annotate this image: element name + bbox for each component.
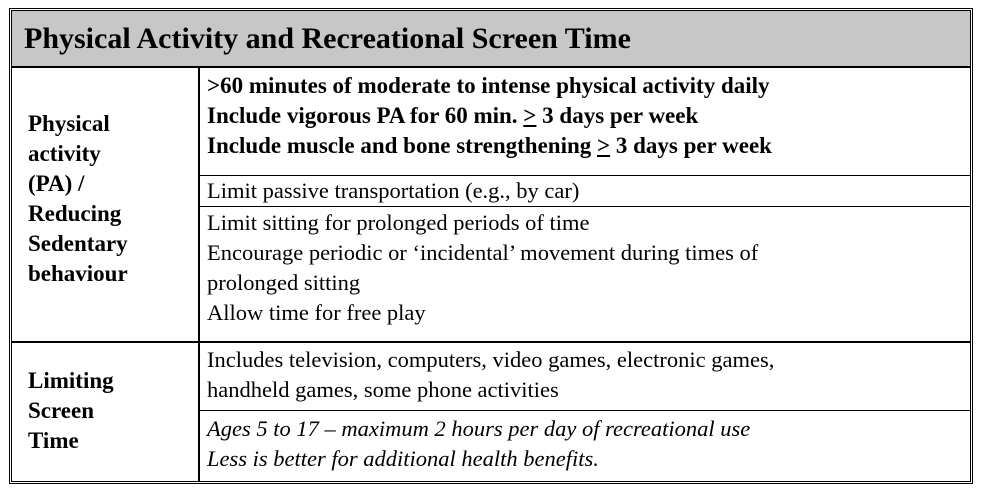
table-row-sitting (207, 208, 964, 328)
cell-line: Includes television, computers, video games, electronic games, (207, 347, 775, 372)
row-divider (198, 206, 970, 207)
cell-line: handheld games, some phone activities (207, 377, 559, 402)
cell-line: Encourage periodic or ‘incidental’ movement during times of (207, 240, 759, 265)
section-label-line: behaviour (28, 261, 128, 286)
row-divider (198, 410, 970, 411)
section-label-line: (PA) / (28, 171, 85, 196)
cell-line: Less is better for additional health benefits. (207, 446, 599, 471)
section-label-line: Limiting (28, 368, 114, 393)
column-divider (198, 68, 200, 481)
cell-line: >60 minutes of moderate to intense physical activity daily (207, 73, 770, 98)
table-row-passive-transport (207, 176, 964, 206)
section-label-line: Time (28, 428, 79, 453)
cell-line: Include muscle and bone strengthening > 3 days per week (207, 133, 772, 158)
table-row-screen-includes (207, 345, 964, 405)
cell-line: prolonged sitting (207, 270, 361, 295)
section-label-line: activity (28, 141, 101, 166)
section-label-screen-time (12, 366, 198, 456)
table-title: Physical Activity and Recreational Screen Time (12, 11, 970, 68)
table-row-screen-limits (207, 414, 964, 474)
section-label-physical-activity (12, 109, 198, 289)
cell-line: Limit passive transportation (e.g., by car) (207, 178, 580, 203)
activity-table (9, 8, 973, 484)
section-divider (12, 341, 970, 343)
cell-line: Include vigorous PA for 60 min. > 3 days per week (207, 103, 699, 128)
section-label-line: Sedentary (28, 231, 128, 256)
section-label-line: Physical (28, 111, 110, 136)
cell-line: Ages 5 to 17 – maximum 2 hours per day of recreational use (207, 416, 751, 441)
section-label-line: Reducing (28, 201, 122, 226)
cell-line: Limit sitting for prolonged periods of time (207, 210, 590, 235)
table-row-pa-guidelines (207, 71, 964, 161)
section-label-line: Screen (28, 398, 95, 423)
cell-line: Allow time for free play (207, 300, 426, 325)
